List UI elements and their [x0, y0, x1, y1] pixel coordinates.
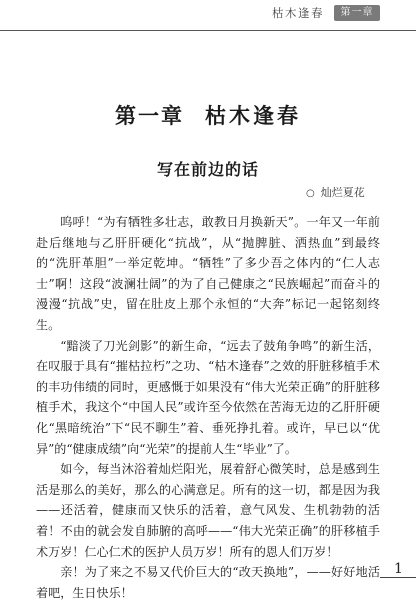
author-line — [306, 184, 365, 200]
paragraph: “黯淡了刀光剑影”的新生命，“远去了鼓角争鸣”的新生活，在叹服于具有“摧枯拉朽”之功、“枯木逢春”之效的肝脏移植手术的丰功伟绩的同时，更感慨于如果没有“伟大光荣正确”的肝脏移植手术，我这个“中国人民”或许至今依然在苦海无边的乙肝肝硬化“黑暗统治”下“民不聊生”着、垂死挣扎着。或许，早已以“优异”的“健康成绩”向“光荣”的提前人生“毕业”了。 — [36, 338, 380, 456]
body-text — [36, 212, 380, 603]
chapter-title: 枯木逢春 — [205, 103, 302, 128]
chapter-badge: 第一章 — [334, 5, 380, 21]
footer-rule — [380, 577, 416, 578]
paragraph: 呜呼！“为有牺牲多壮志，敢教日月换新天”。一年又一年前赴后继地与乙肝肝硬化“抗战”，从“抛脾脏、洒热血”到最终的“洗肝革胆”一举定乾坤。“牺牲”了多少吾之体内的“仁人志士”啊！这段“波澜壮阔”的为了自己健康之“民族崛起”而奋斗的漫漫“抗战”史，留在肚皮上那个永恒的“大奔”标记一起铭刻终生。 — [36, 215, 380, 332]
paragraph: 亲！为了来之不易又代价巨大的“改天换地”，——好好地活着吧，生日快乐！ — [36, 565, 380, 600]
author-name: 灿烂夏花 — [320, 186, 365, 199]
running-header-title: 枯木逢春 — [272, 6, 324, 20]
paragraph: 如今，每当沐浴着灿烂阳光，展着舒心微笑时，总是感到生活是那么的美好，那么的心满意足。所有的这一切，都是因为我——还活着，健康而又快乐的活着，意气风发、生机勃勃的活着！不由的就会发自肺腑的高呼——“伟大光荣正确”的肝移植手术万岁！仁心仁术的医护人员万岁！所有的恩人们万岁！ — [36, 462, 380, 559]
chapter-heading — [0, 100, 416, 130]
header-rule — [0, 30, 416, 31]
chapter-number: 第一章 — [114, 104, 184, 128]
circle-bullet-icon: ○ — [306, 188, 315, 199]
section-title: 写在前边的话 — [156, 160, 259, 179]
page-number: 1 — [394, 561, 403, 577]
